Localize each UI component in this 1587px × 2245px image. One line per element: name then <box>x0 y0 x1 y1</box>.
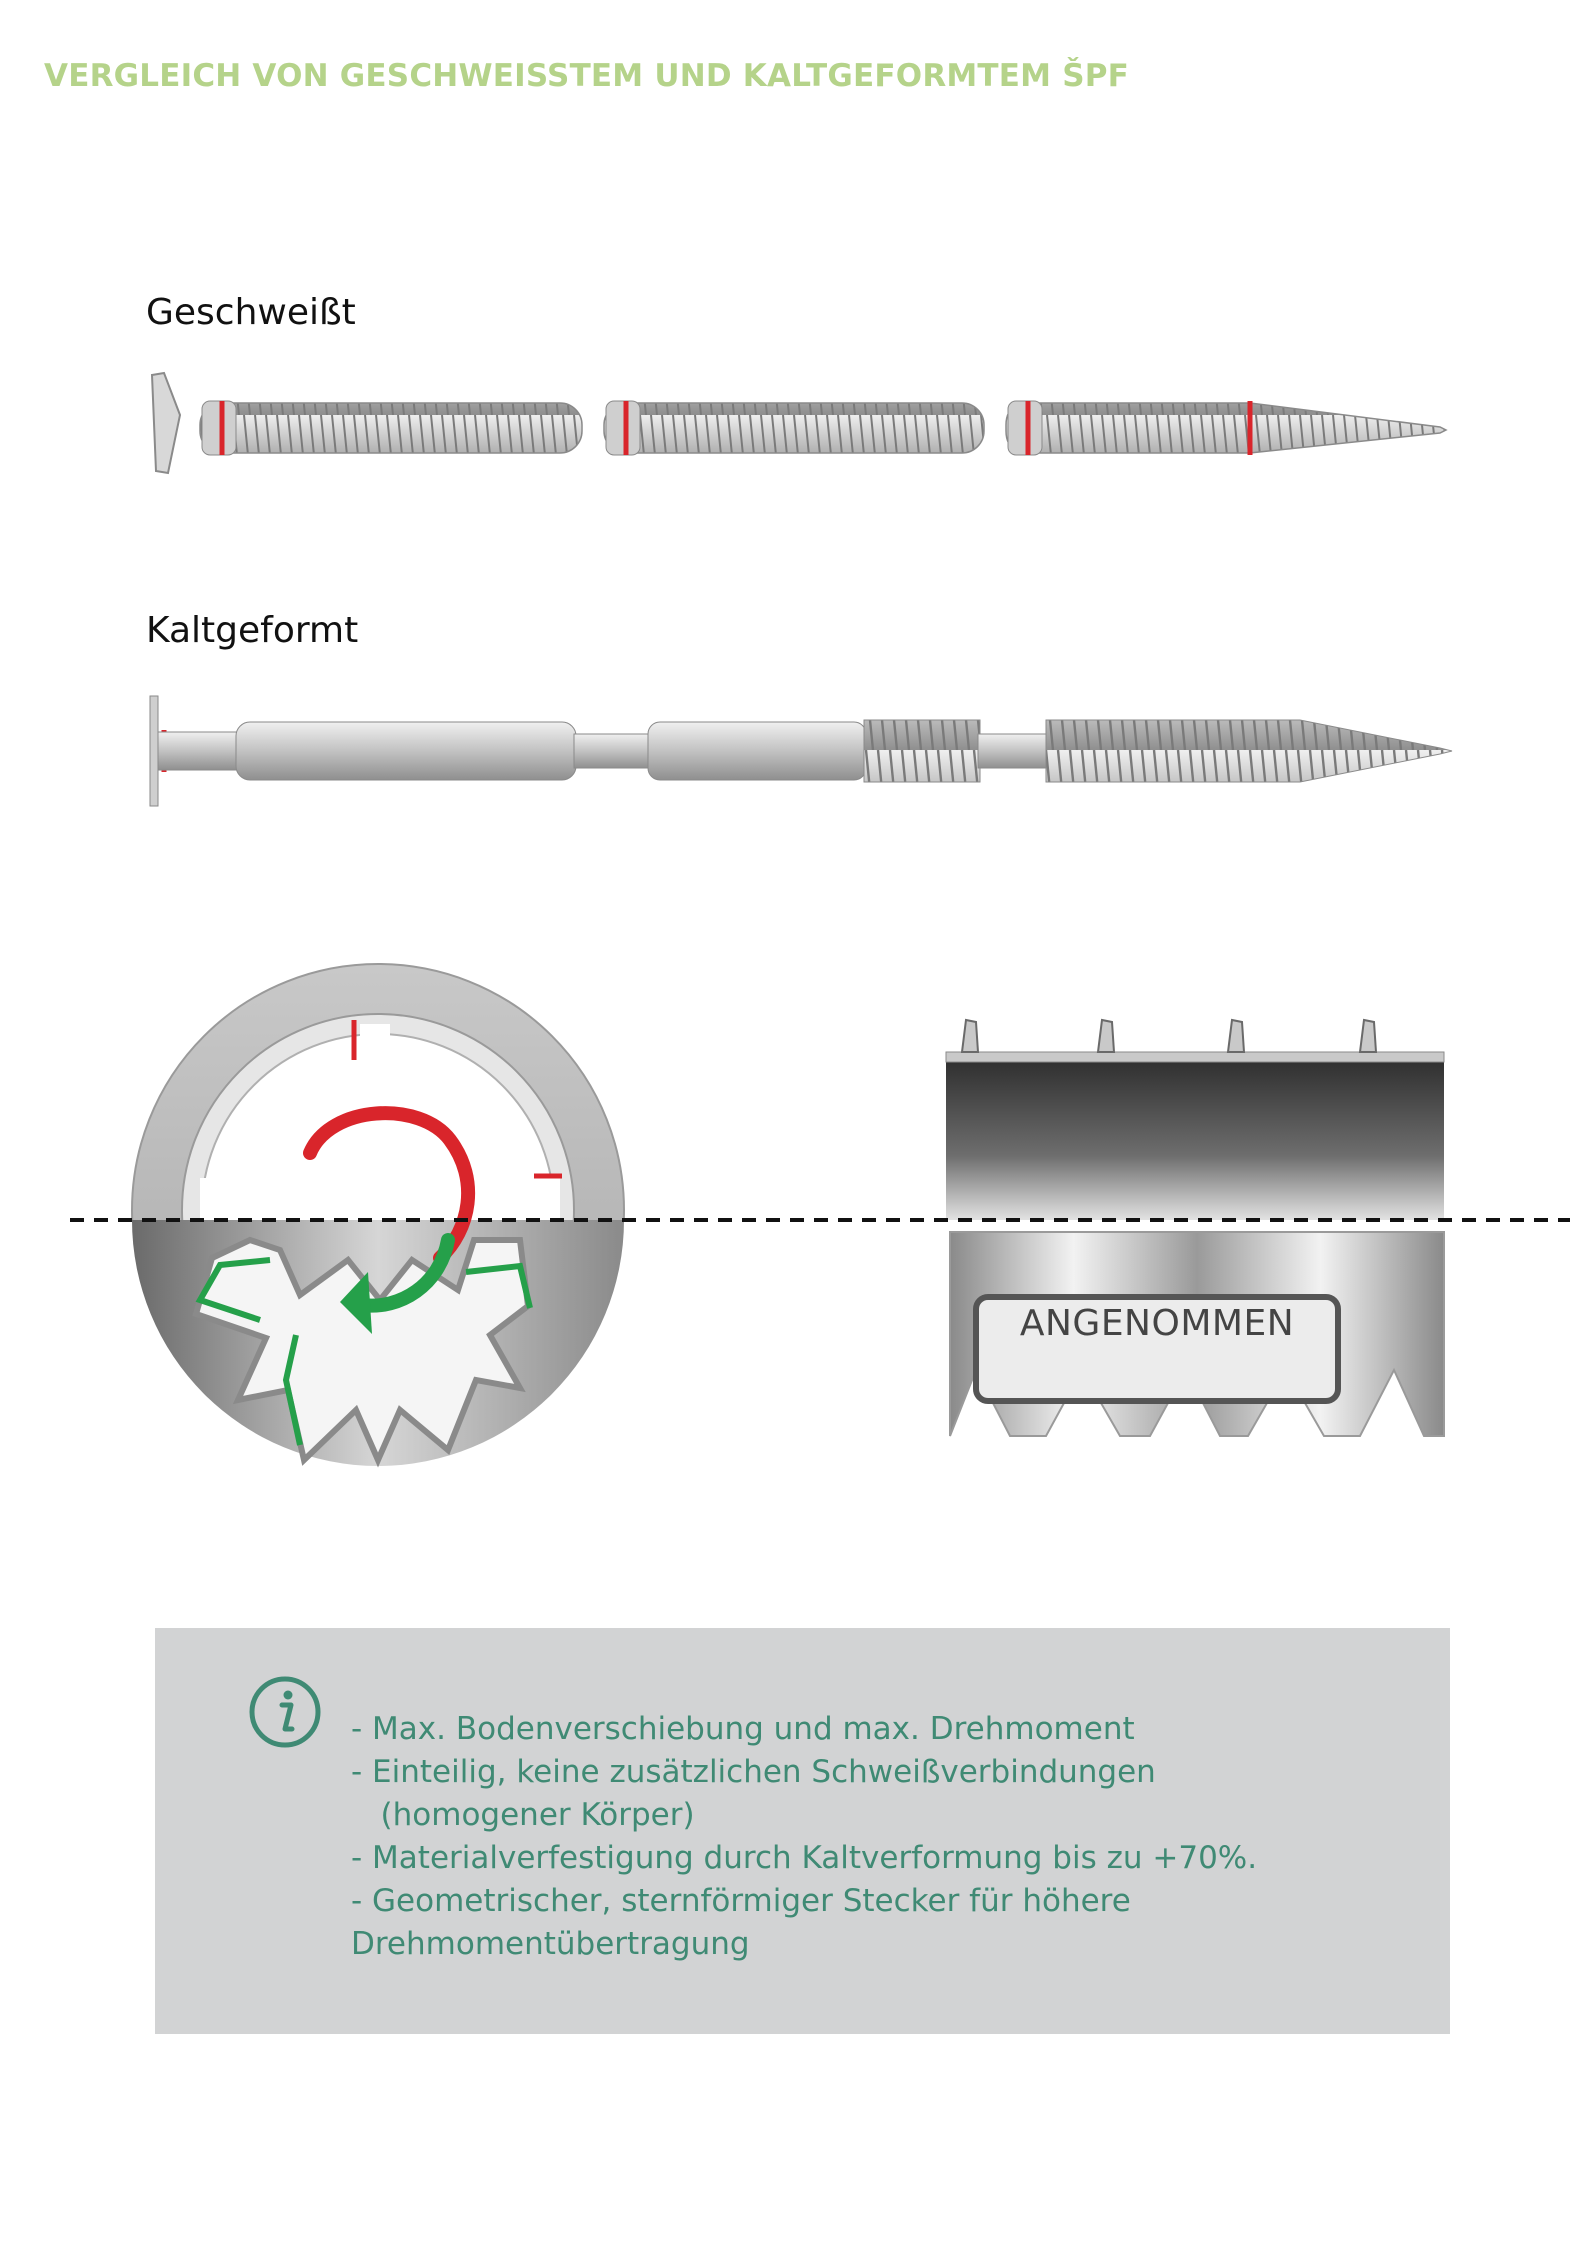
page-title: VERGLEICH VON GESCHWEISSTEM UND KALTGEFORMTEM ŠPF <box>44 58 1130 94</box>
welded-flange <box>152 373 180 473</box>
welded-thread-profile <box>946 1020 1444 1220</box>
info-item: - Einteilig, keine zusätzlichen Schweißverbindungen <box>351 1754 1156 1790</box>
info-item: Drehmomentübertragung <box>351 1926 750 1962</box>
welded-segment-2 <box>604 401 984 455</box>
welded-section-label: Geschweißt <box>146 292 356 333</box>
info-icon <box>247 1674 323 1750</box>
info-item: - Max. Bodenverschiebung und max. Drehmoment <box>351 1711 1135 1747</box>
info-item: - Materialverfestigung durch Kaltverformung bis zu +70%. <box>351 1840 1258 1876</box>
info-panel <box>155 1628 1450 2034</box>
connector-diagram <box>0 940 1587 1500</box>
info-item: - Geometrischer, sternförmiger Stecker für höhere <box>351 1883 1131 1919</box>
cold-formed-pile-illustration <box>0 680 1587 820</box>
welded-segment-3 <box>1006 401 1446 455</box>
info-list <box>351 1708 1257 1966</box>
cold-formed-section-label: Kaltgeformt <box>146 610 359 651</box>
welded-segment-1 <box>200 401 582 455</box>
welded-pile-illustration <box>0 355 1587 485</box>
assumed-badge-label: ANGENOMMEN <box>1019 1302 1295 1344</box>
cold-formed-body <box>158 720 1452 782</box>
info-item: (homogener Körper) <box>351 1797 695 1833</box>
